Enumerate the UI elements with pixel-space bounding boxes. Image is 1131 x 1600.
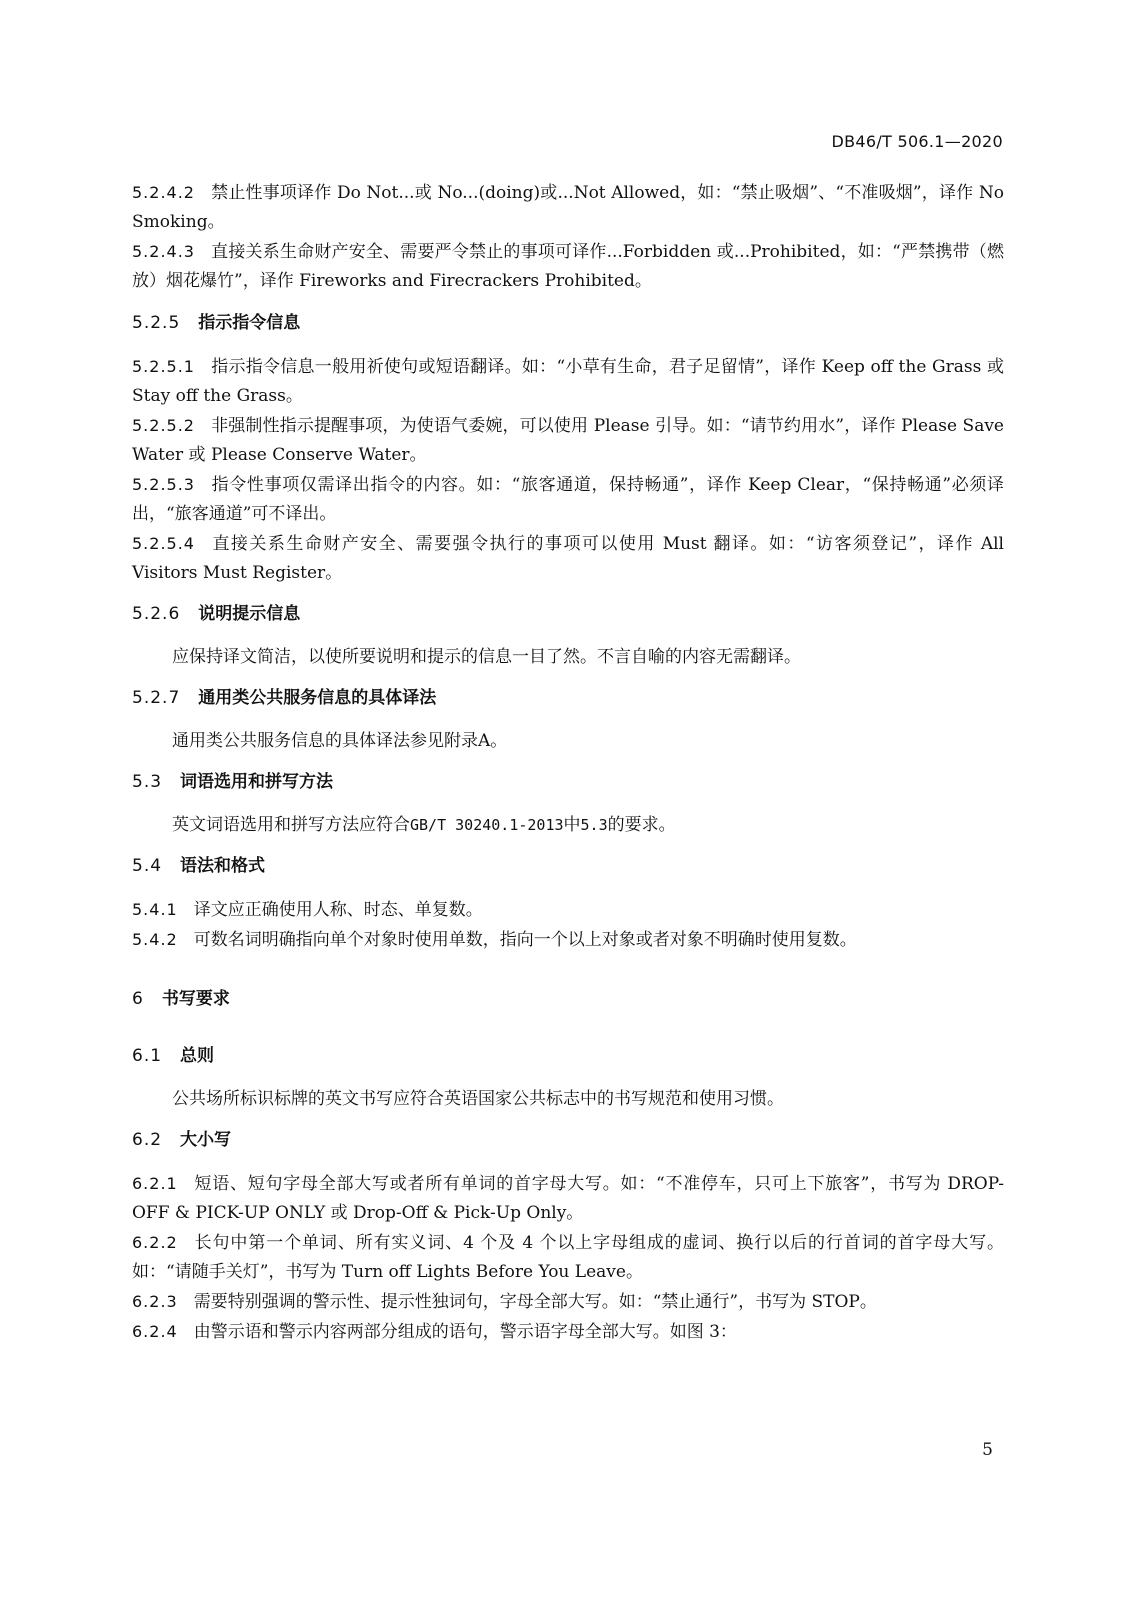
- heading-title: 语法和格式: [180, 856, 266, 876]
- clause-text: 指令性事项仅需译出指令的内容。如：“旅客通道，保持畅通”，译作 Keep Clear，“保持畅通”必须译出，“旅客通道”可不译出。: [132, 475, 1004, 524]
- clause-number: 5.4.1: [132, 900, 178, 919]
- clause-text: 可数名词明确指向单个对象时使用单数，指向一个以上对象或者对象不明确时使用复数。: [193, 930, 857, 950]
- paragraph-text: 英文词语选用和拼写方法应符合: [172, 815, 410, 835]
- paragraph-5-3: [132, 811, 1004, 840]
- heading-number: 6.2: [132, 1130, 163, 1150]
- clause-number: 6.2.2: [132, 1233, 178, 1252]
- clause-number: 5.2.5.1: [132, 357, 195, 376]
- heading-number: 5.3: [132, 772, 163, 792]
- heading-title: 说明提示信息: [198, 604, 301, 624]
- clause-5-2-4-3: [132, 237, 1004, 296]
- clause-number: 5.2.5.4: [132, 534, 195, 553]
- paragraph-text: 中: [563, 815, 581, 835]
- clause-text: 需要特别强调的警示性、提示性独词句，字母全部大写。如：“禁止通行”，书写为 STOP。: [193, 1292, 877, 1312]
- clause-text: 直接关系生命财产安全、需要严令禁止的事项可译作...Forbidden 或...Prohibited，如：“严禁携带（燃放）烟花爆竹”，译作 Fireworks and Firecrackers Prohibited。: [132, 242, 1004, 291]
- clause-5-4-2: [132, 925, 1004, 955]
- heading-5-2-6: [132, 600, 1004, 629]
- heading-title: 指示指令信息: [198, 313, 301, 333]
- heading-title: 总则: [180, 1046, 215, 1066]
- clause-5-2-5-1: [132, 352, 1004, 411]
- heading-number: 6: [132, 989, 144, 1009]
- clause-text: 指示指令信息一般用祈使句或短语翻译。如：“小草有生命，君子足留情”，译作 Keep off the Grass 或 Stay off the Grass。: [132, 357, 1004, 406]
- heading-number: 6.1: [132, 1046, 163, 1066]
- clause-number: 5.2.4.2: [132, 183, 195, 202]
- clause-text: 译文应正确使用人称、时态、单复数。: [193, 900, 483, 920]
- clause-number: 5.2.5.3: [132, 475, 195, 494]
- clause-5-4-1: [132, 895, 1004, 925]
- paragraph-5-2-7: 通用类公共服务信息的具体译法参见附录A。: [172, 731, 508, 751]
- clause-number: 5.2.4.3: [132, 242, 195, 261]
- heading-title: 书写要求: [161, 989, 230, 1009]
- page-number: 5: [982, 1440, 993, 1460]
- clause-6-2-4: [132, 1317, 1004, 1347]
- clause-5-2-5-2: [132, 411, 1004, 470]
- paragraph-6-1: 公共场所标识标牌的英文书写应符合英语国家公共标志中的书写规范和使用习惯。: [172, 1089, 784, 1109]
- heading-6: [132, 985, 1004, 1014]
- heading-title: 大小写: [180, 1130, 232, 1150]
- heading-5-4: [132, 852, 1004, 881]
- clause-text: 由警示语和警示内容两部分组成的语句，警示语字母全部大写。如图 3：: [193, 1322, 737, 1342]
- clause-number: 5.2.5.2: [132, 416, 195, 435]
- heading-5-2-5: [132, 309, 1004, 338]
- clause-6-2-3: [132, 1287, 1004, 1317]
- clause-reference: 5.3: [580, 816, 608, 834]
- clause-number: 6.2.4: [132, 1322, 178, 1341]
- heading-number: 5.2.6: [132, 604, 181, 624]
- clause-5-2-5-4: [132, 529, 1004, 588]
- clause-number: 5.4.2: [132, 930, 178, 949]
- heading-number: 5.2.7: [132, 688, 181, 708]
- paragraph-5-2-6: 应保持译文简洁，以使所要说明和提示的信息一目了然。不言自喻的内容无需翻译。: [172, 647, 801, 667]
- clause-text: 禁止性事项译作 Do Not...或 No...(doing)或...Not Allowed，如：“禁止吸烟”、“不准吸烟”，译作 No Smoking。: [132, 183, 1004, 232]
- heading-6-2: [132, 1126, 1004, 1155]
- heading-title: 通用类公共服务信息的具体译法: [198, 688, 437, 708]
- page-content: [132, 174, 1004, 1347]
- clause-5-2-4-2: [132, 178, 1004, 237]
- clause-number: 6.2.1: [132, 1174, 178, 1193]
- clause-text: 长句中第一个单词、所有实义词、4 个及 4 个以上字母组成的虚词、换行以后的行首词的首字母大写。如：“请随手关灯”，书写为 Turn off Lights Before You Leave。: [132, 1233, 1004, 1282]
- clause-6-2-1: [132, 1169, 1004, 1228]
- clause-number: 6.2.3: [132, 1292, 178, 1311]
- clause-text: 直接关系生命财产安全、需要强令执行的事项可以使用 Must 翻译。如：“访客须登记”，译作 All Visitors Must Register。: [132, 534, 1004, 583]
- heading-5-2-7: [132, 684, 1004, 713]
- heading-number: 5.2.5: [132, 313, 181, 333]
- clause-5-2-5-3: [132, 470, 1004, 529]
- paragraph-text: 的要求。: [607, 815, 676, 835]
- document-code: DB46/T 506.1—2020: [831, 132, 1003, 151]
- heading-6-1: [132, 1042, 1004, 1071]
- standard-reference: GB/T 30240.1-2013: [410, 816, 564, 834]
- heading-title: 词语选用和拼写方法: [180, 772, 334, 792]
- heading-number: 5.4: [132, 856, 163, 876]
- clause-6-2-2: [132, 1228, 1004, 1287]
- clause-text: 非强制性指示提醒事项，为使语气委婉，可以使用 Please 引导。如：“请节约用水”，译作 Please Save Water 或 Please Conserve Water。: [132, 416, 1004, 465]
- heading-5-3: [132, 768, 1004, 797]
- clause-text: 短语、短句字母全部大写或者所有单词的首字母大写。如：“不准停车，只可上下旅客”，书写为 DROP-OFF & PICK-UP ONLY 或 Drop-Off & Pick-Up Only。: [132, 1174, 1004, 1223]
